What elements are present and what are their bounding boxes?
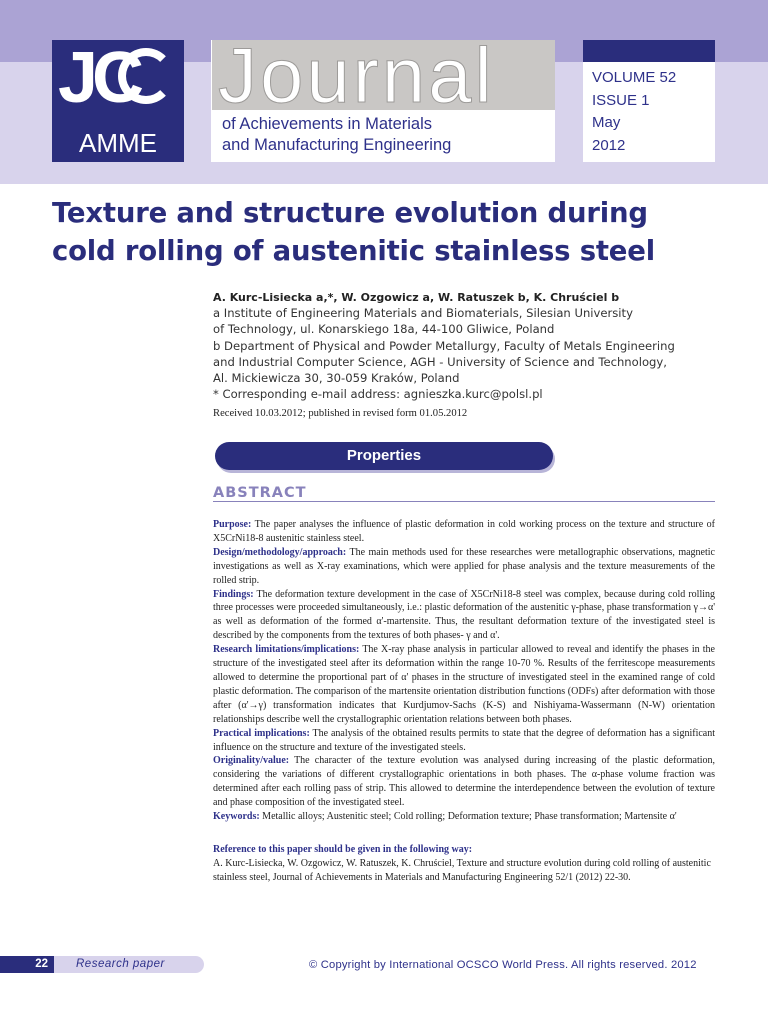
affiliations: [213, 305, 713, 403]
affiliation-line: Al. Mickiewicza 30, 30-059 Kraków, Poland: [213, 371, 460, 386]
logo-monogram: JC: [58, 38, 139, 118]
abstract-originality: [213, 754, 715, 810]
authors: A. Kurc-Lisiecka a,*, W. Ozgowicz a, W. Ratuszek b, K. Chruściel b: [213, 291, 620, 304]
reference-text: A. Kurc-Lisiecka, W. Ozgowicz, W. Ratuszek, K. Chruściel, Texture and structure evolution during cold rolling of austenitic stainless steel, Journal of Achievements in Materials and Manufacturing Engineering 52/1 (2012) 22-30.: [213, 857, 711, 883]
page-number: 22: [0, 956, 54, 973]
abstract-purpose-text: The paper analyses the influence of plastic deformation in cold working process on the texture and structure of X5CrNi18-8 austenitic stainless steel.: [213, 519, 715, 544]
corresponding-email[interactable]: * Corresponding e-mail address: agnieszka.kurc@polsl.pl: [213, 387, 543, 402]
abstract-purpose: [213, 518, 715, 546]
abstract-keywords-label: Keywords:: [213, 811, 260, 823]
journal-logo: [52, 40, 184, 162]
abstract-keywords: [213, 810, 715, 824]
issue-label: ISSUE 1: [592, 91, 650, 109]
abstract-limitations-text: The X-ray phase analysis in particular allowed to reveal and identify the phases in the structure of the investigated steel after its deformation within the range 10-70 %. Results of the ferritescope measurements allowed to determine the proportional part of α' phases in the structure of investigated steel in the examined range of cold plastic deformation. The comparison of the martensite orientation distribution functions (ODFs) after deformation with those after (α'→γ) transformation indicates that Kurdjumov-Sachs (K-S) and Nishiyama-Wassermann (N-W) orientation relationships describe well the crystallographic orientation relations between both phases.: [213, 644, 715, 725]
journal-wordmark: [212, 31, 555, 119]
abstract-purpose-label: Purpose:: [213, 519, 252, 530]
affiliation-line: a Institute of Engineering Materials and Biomaterials, Silesian University: [213, 306, 633, 320]
journal-subtitle-line2: and Manufacturing Engineering: [222, 136, 452, 154]
abstract-practical: [213, 727, 715, 755]
affiliation-line: b Department of Physical and Powder Metallurgy, Faculty of Metals Engineering: [213, 338, 675, 353]
abstract-body: [213, 518, 715, 824]
article-title-line2: cold rolling of austenitic stainless steel: [52, 235, 655, 267]
year-label: 2012: [592, 136, 626, 154]
paper-type-tab: Research paper: [54, 956, 204, 973]
abstract-findings-label: Findings:: [213, 588, 254, 600]
abstract-originality-label: Originality/value:: [213, 755, 290, 767]
abstract-heading: ABSTRACT: [213, 485, 307, 501]
abstract-practical-label: Practical implications:: [213, 727, 310, 739]
abstract-practical-text: The analysis of the obtained results permits to state that the degree of deformation has a significant influence on the structure and texture of the investigated steels.: [213, 727, 715, 753]
abstract-design-text: The main methods used for these researches were metallographic observations, magnetic investigations as well as X-ray examinations, which were applied for phase analysis and the texture measurements of the rolled strip.: [213, 546, 715, 586]
article-title-line1: Texture and structure evolution during: [52, 197, 648, 229]
journal-wordmark-text: Journal: [218, 31, 495, 119]
article-title: [52, 194, 732, 270]
reference-block: [213, 843, 715, 885]
journal-subtitle-line1: of Achievements in Materials: [222, 115, 433, 133]
abstract-originality-text: The character of the texture evolution was analysed during increasing of the plastic deformation, considering the variations of different crystallographic orientations in both phases. The α-phase volume fraction was determined after each rolling pass of strip. This allowed to determine the interdependence between the evolution of texture and phase composition of the investigated steel.: [213, 755, 715, 809]
journal-subtitle: [222, 114, 552, 156]
category-banner: Properties: [215, 442, 553, 470]
affiliation-line: and Industrial Computer Science, AGH - University of Science and Technology,: [213, 354, 667, 369]
volume-label: VOLUME 52: [592, 69, 677, 86]
abstract-design: [213, 546, 715, 588]
abstract-limitations-label: Research limitations/implications:: [213, 644, 360, 656]
reference-label: Reference to this paper should be given in the following way:: [213, 844, 473, 855]
affiliation-line: of Technology, ul. Konarskiego 18a, 44-100 Gliwice, Poland: [213, 322, 555, 337]
abstract-design-label: Design/methodology/approach:: [213, 546, 347, 558]
abstract-findings: [213, 588, 715, 644]
issue-info-box: [583, 40, 715, 162]
received-date: Received 10.03.2012; published in revised form 01.05.2012: [213, 408, 468, 419]
copyright-notice: © Copyright by International OCSCO World Press. All rights reserved. 2012: [309, 959, 697, 971]
abstract-keywords-text: Metallic alloys; Austenitic steel; Cold rolling; Deformation texture; Phase transformation; Martensite α': [259, 811, 677, 823]
abstract-findings-text: The deformation texture development in the case of X5CrNi18-8 steel was complex, because during cold rolling three processes were proceeded simultaneously, i.e.: plastic deformation of the austenitic γ-phase, phase transformation γ→α' as well as deformation of the formed α'-martensite. Thus, the resultant deformation texture of the investigated steel is described by the components from the textures of both phases- γ and α'.: [213, 588, 715, 642]
abstract-limitations: [213, 643, 715, 726]
month-label: May: [592, 114, 621, 131]
abstract-divider: [213, 501, 715, 502]
logo-text: AMME: [79, 128, 157, 158]
